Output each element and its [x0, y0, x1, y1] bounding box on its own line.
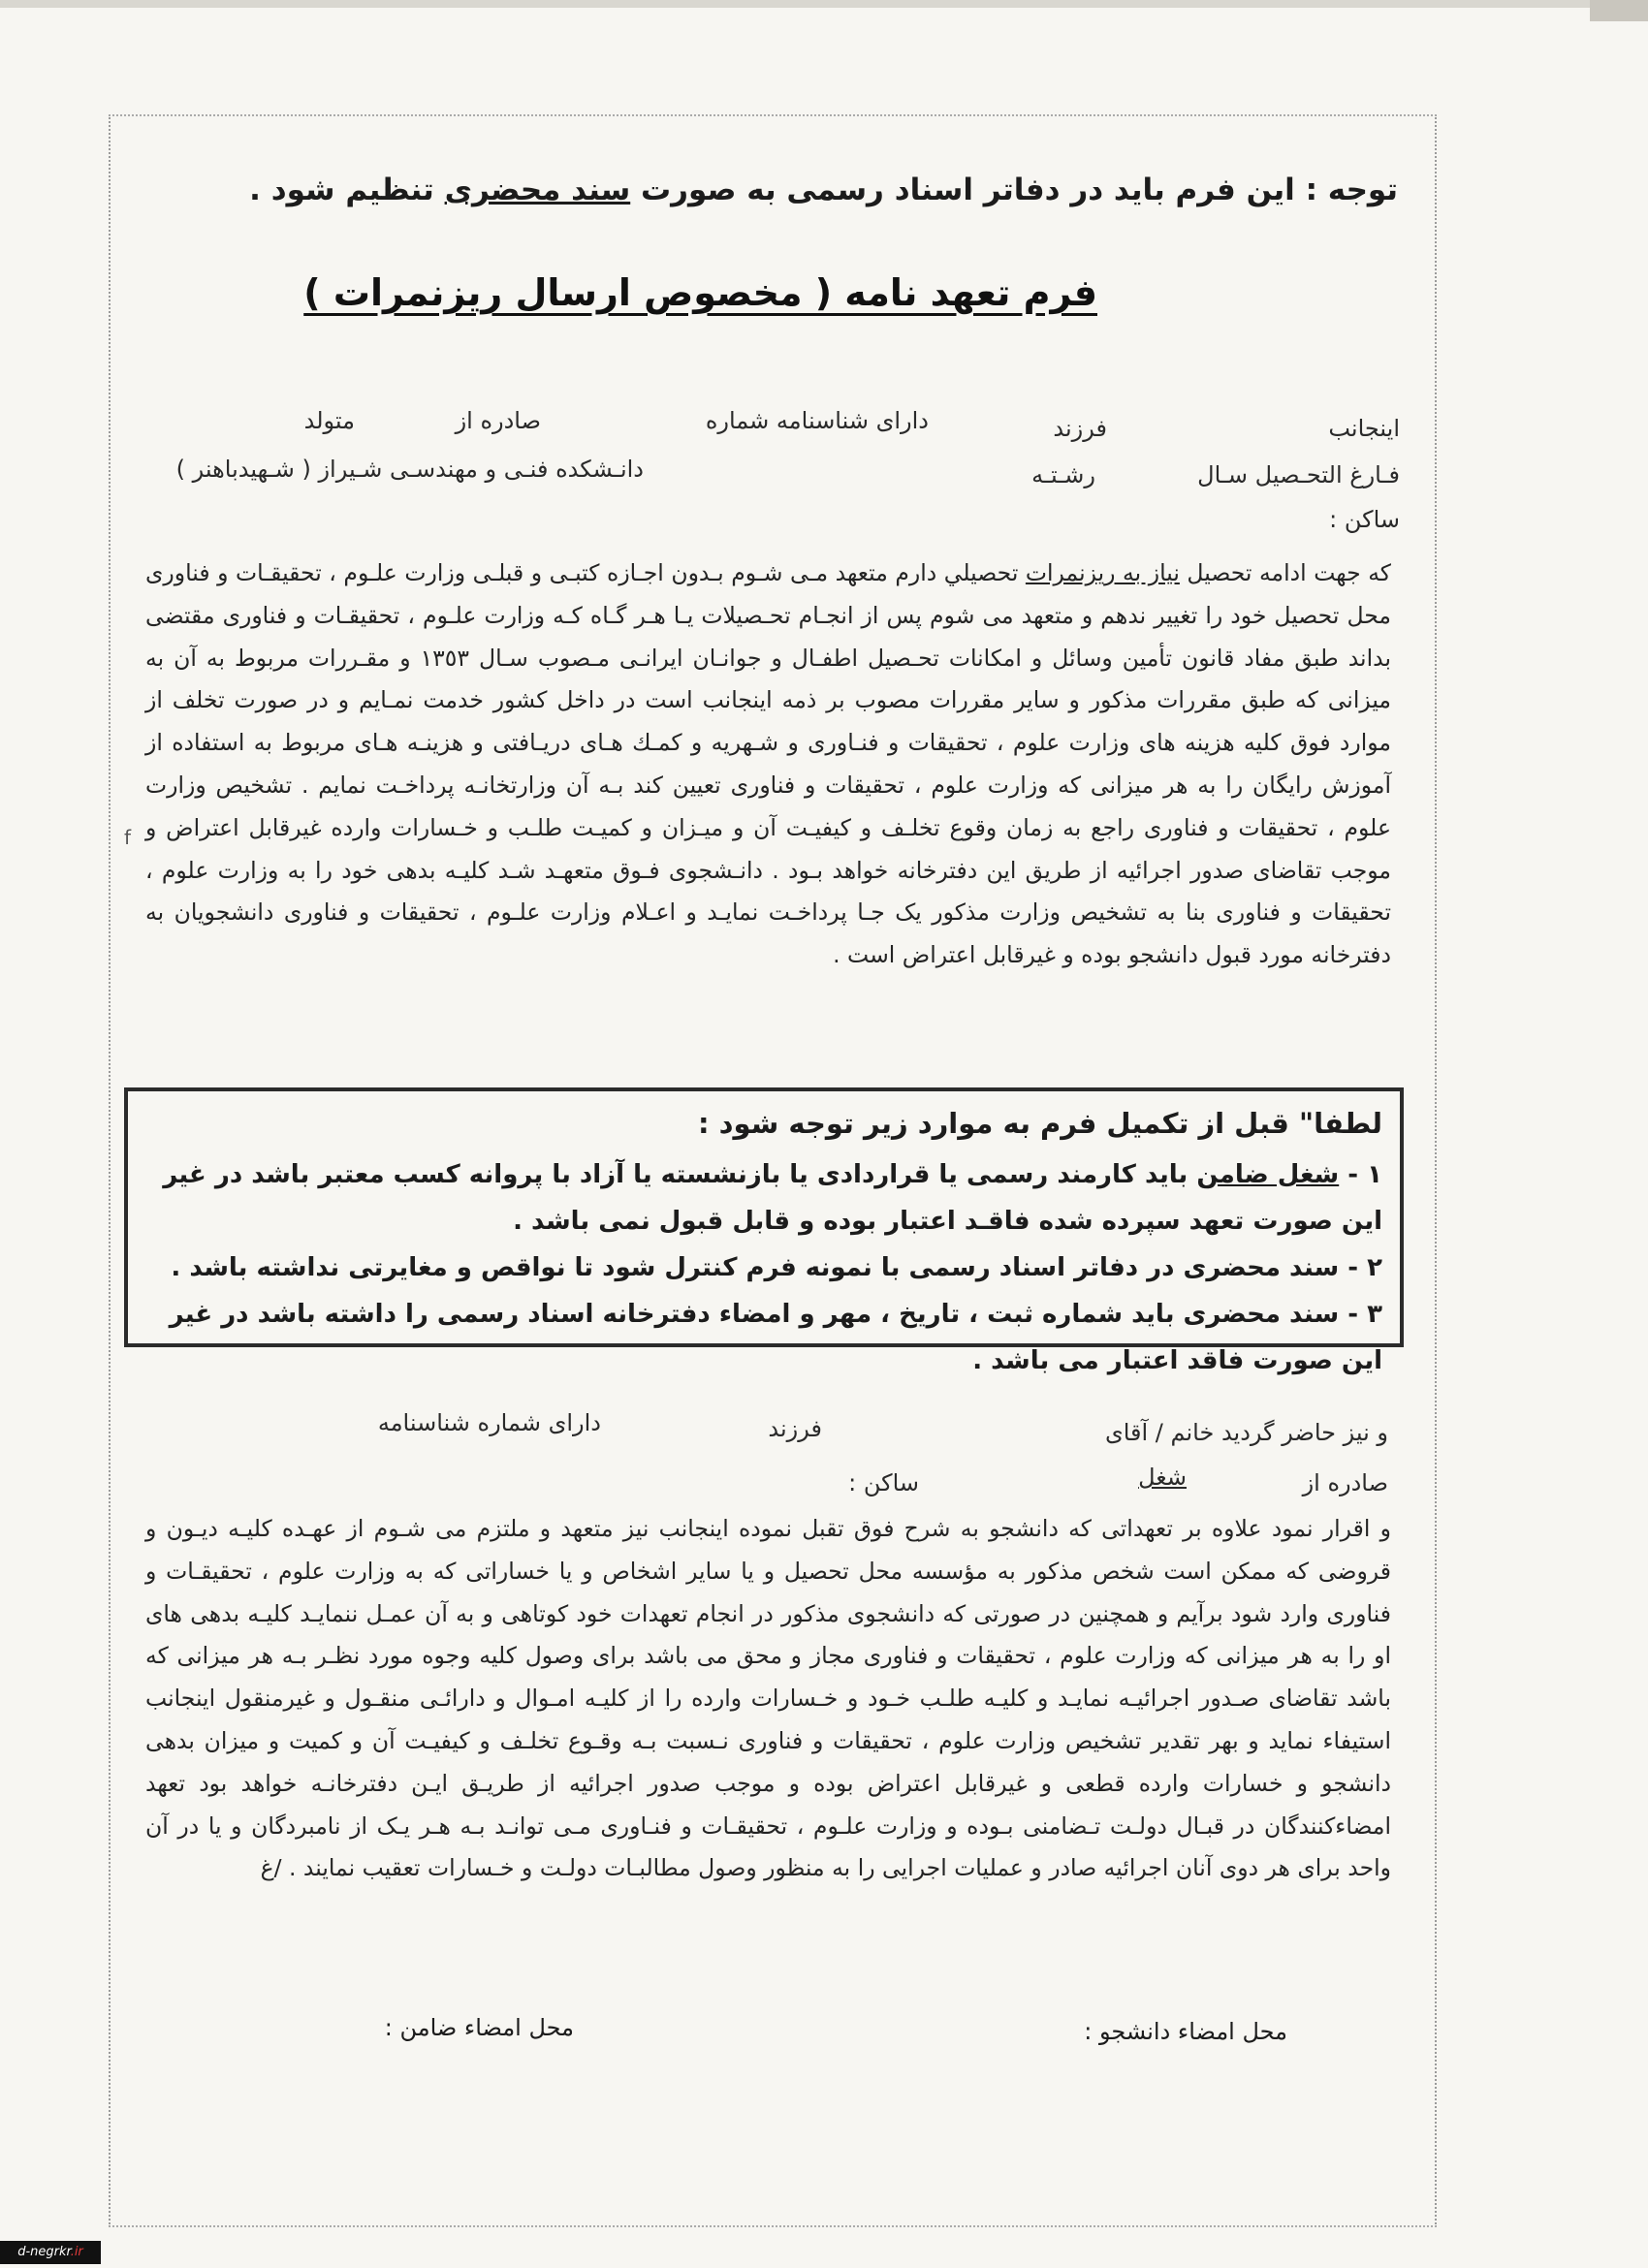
notice-suffix: تنظیم شود . — [249, 173, 445, 207]
guarantor-paragraph: و اقرار نمود علاوه بر تعهداتی كه دانشجو به شرح فوق تقبل نموده اينجانب نيز متعهد و ملتزم می شـوم از عهـده كليـه ديـون و قروضی كه ممكن است شخص مذكور به مؤسسه محل تحصيل و يا ساير اشخاص و يا خساراتی كه به وزارت علوم ، تحقيقـات و فناوری وارد شود برآيم و همچنين در صورتی كه دانشجوی مذكور در انجام تعهدات خود كوتاهی و به آن عمـل ننمايـد كليـه بدهی های او را به هر ميزانی كه وزارت علوم ، تحقيقات و فناوری مجاز و محق می باشد برای وصول كليه وجوه مورد نظـر بـه هر ميزانی كه باشد تقاضای صـدور اجرائيـه نمايـد و كليـه طلـب خـود و خـسارات وارده را از كليـه امـوال و دارائـی منقـول و غيرمنقول اينجانب استيفاء نمايد و بهر تقدير تشخيص وزارت علوم ، تحقيقات و فناوری نـسبت بـه وقـوع تخلـف و كيفيـت آن و كميت و ميزان بدهی دانشجو و خسارات وارده قطعی و غيرقابل اعتراض بوده و موجب صدور اجرائيه از طريـق ايـن دفترخانـه خواهد بود تعهد امضاءكنندگان در قبـال دولـت تـضامنی بـوده و وزارت علـوم ، تحقيقـات و فنـاوری مـی توانـد بـه هـر يـک از نامبردگان و يا در آن واحد برای هر دوی آنان اجرائيه صادر و عمليات اجرايی را به منظور وصول مطالبـات دولـت و خـسارات تعقيب نمايند . /غ — [145, 1515, 1391, 1882]
guarantor-label-hazer: و نيز حاضر گرديد خانم / آقای — [1104, 1419, 1388, 1446]
notice-line — [249, 173, 1398, 207]
footer-logo-text-a: d-negrkr — [17, 2245, 71, 2259]
notes-heading: لطفا" قبل از تكميل فرم به موارد زير توجه شود : — [697, 1107, 1382, 1140]
footer-logo — [0, 2241, 101, 2264]
student-signature-label: محل امضاء دانشجو : — [1084, 2018, 1287, 2045]
guarantor-label-shenasnameh: دارای شماره شناسنامه — [377, 1409, 601, 1436]
note-item-1-underlined: شغل ضامن — [1196, 1160, 1340, 1189]
notice-prefix: توجه : این فرم باید در دفاتر اسناد رسمی به صورت — [630, 173, 1398, 207]
field-label-motevalled: متولد — [303, 407, 355, 434]
notes-box — [124, 1087, 1404, 1375]
paragraph1-lead: كه جهت ادامه تحصيل — [1179, 559, 1391, 586]
guarantor-label-farzand: فرزند — [768, 1415, 822, 1442]
field-label-faregh: فـارغ التحـصيل سـال — [1197, 461, 1400, 488]
paragraph1-body: تحصيلي دارم متعهد مـی شـوم بـدون اجـازه كتبـی و قبلـی وزارت علـوم ، تحقيقـات و فناوری محل تحصيل خود را تغيير ندهم و متعهد می شوم پس از انجـام تحـصيلات يـا هـر گـاه كـه وزارت علـوم ، تحقيقـات و فناوری مقتضی بداند طبق مفاد قانون تأمين وسائل و امكانات تحـصيل اطفـال و جوانـان ايرانـی مـصوب سـال ١٣٥٣ و مقـررات مربوط به آن به ميزانی كه طبق مقررات مذكور و ساير مقررات مصوب بر ذمه اينجانب است در داخل كشور خدمت نمـايم و در صورت تخلف از موارد فوق كليه هزينه های وزارت علوم ، تحقيقات و فنـاوری و شـهريه و كمـك هـای دريـافتی و هزينـه هـای مربوط به استفاده از آموزش رايگان را به هر ميزانی كه وزارت علوم ، تحقيقات و فناوری تعيين كند بـه آن وزارتخانـه پرداخـت نمايم . تشخيص وزارت علوم ، تحقيقات و فناوری راجع به زمان وقوع تخلـف و كيفيـت آن و ميـزان و كميـت طلـب و خـسارات وارده غيرقابل اعتراض و موجب تقاضای صدور اجرائيه از طريق اين دفترخانه خواهد بـود . دانـشجوی فـوق متعهـد شـد كليـه بدهی خود را به وزارت علوم ، تحقيقات و فناوری بنا به تشخيص وزارت مذكور يک جـا پرداخـت نمايـد و اعـلام وزارت علـوم ، تحقيقات و فناوری دانشجويان به دفترخانه مورد قبول دانشجو بوده و غيرقابل اعتراض است . — [145, 559, 1391, 969]
guarantor-label-shoghl: شغل — [1138, 1464, 1187, 1491]
commitment-paragraph — [145, 552, 1391, 977]
guarantor-label-sadereh: صادره از — [1302, 1469, 1388, 1496]
note-item-1-text: بايد كارمند رسمی يا قراردادی يا بازنشسته يا آزاد با پروانه كسب معتبر باشد در غير اين صورت تعهد سپرده شده فاقـد اعتبار بوده و قابل قبول نمی باشد . — [163, 1160, 1382, 1236]
note-item-2: ٢ - سند محضری در دفاتر اسناد رسمی با نمونه فرم كنترل شود تا نواقص و مغايرتی نداشته باشد . — [171, 1253, 1382, 1282]
scan-top-edge — [0, 0, 1648, 8]
notice-underlined: سند محضری — [444, 173, 631, 207]
field-label-shenasnameh: دارای شناسنامه شماره — [705, 407, 929, 434]
guarantor-label-saken: ساكن : — [848, 1469, 919, 1496]
field-label-sadereh: صادره از — [455, 407, 541, 434]
note-item-3: ٣ - سند محضری بايد شماره ثبت ، تاريخ ، مهر و امضاء دفترخانه اسناد رسمی را داشته باشد در غير اين صورت فاقد اعتبار می باشد . — [169, 1300, 1382, 1375]
field-label-saken: ساكن : — [1329, 506, 1400, 533]
field-label-farzand: فرزند — [1053, 415, 1107, 442]
field-label-reshteh: رشـتـه — [1031, 461, 1095, 488]
field-label-daneshkadeh: دانـشكده فنـی و مهندسـی شـیراز ( شـهیدباهنر ) — [175, 456, 644, 483]
footer-logo-text-b: .ir — [70, 2245, 83, 2259]
note-item-1 — [145, 1151, 1382, 1244]
paragraph1-underlined: نياز به ريزنمرات — [1025, 559, 1180, 586]
scan-corner-mark — [1590, 0, 1648, 21]
form-title: فرم تعهد نامه ( مخصوص ارسال ریزنمرات ) — [303, 271, 1097, 314]
margin-mark: f — [124, 826, 132, 849]
field-label-injaneb: اینجانب — [1328, 415, 1400, 442]
guarantor-signature-label: محل امضاء ضامن : — [384, 2014, 574, 2041]
note-item-1-prefix: ١ - — [1339, 1160, 1382, 1189]
